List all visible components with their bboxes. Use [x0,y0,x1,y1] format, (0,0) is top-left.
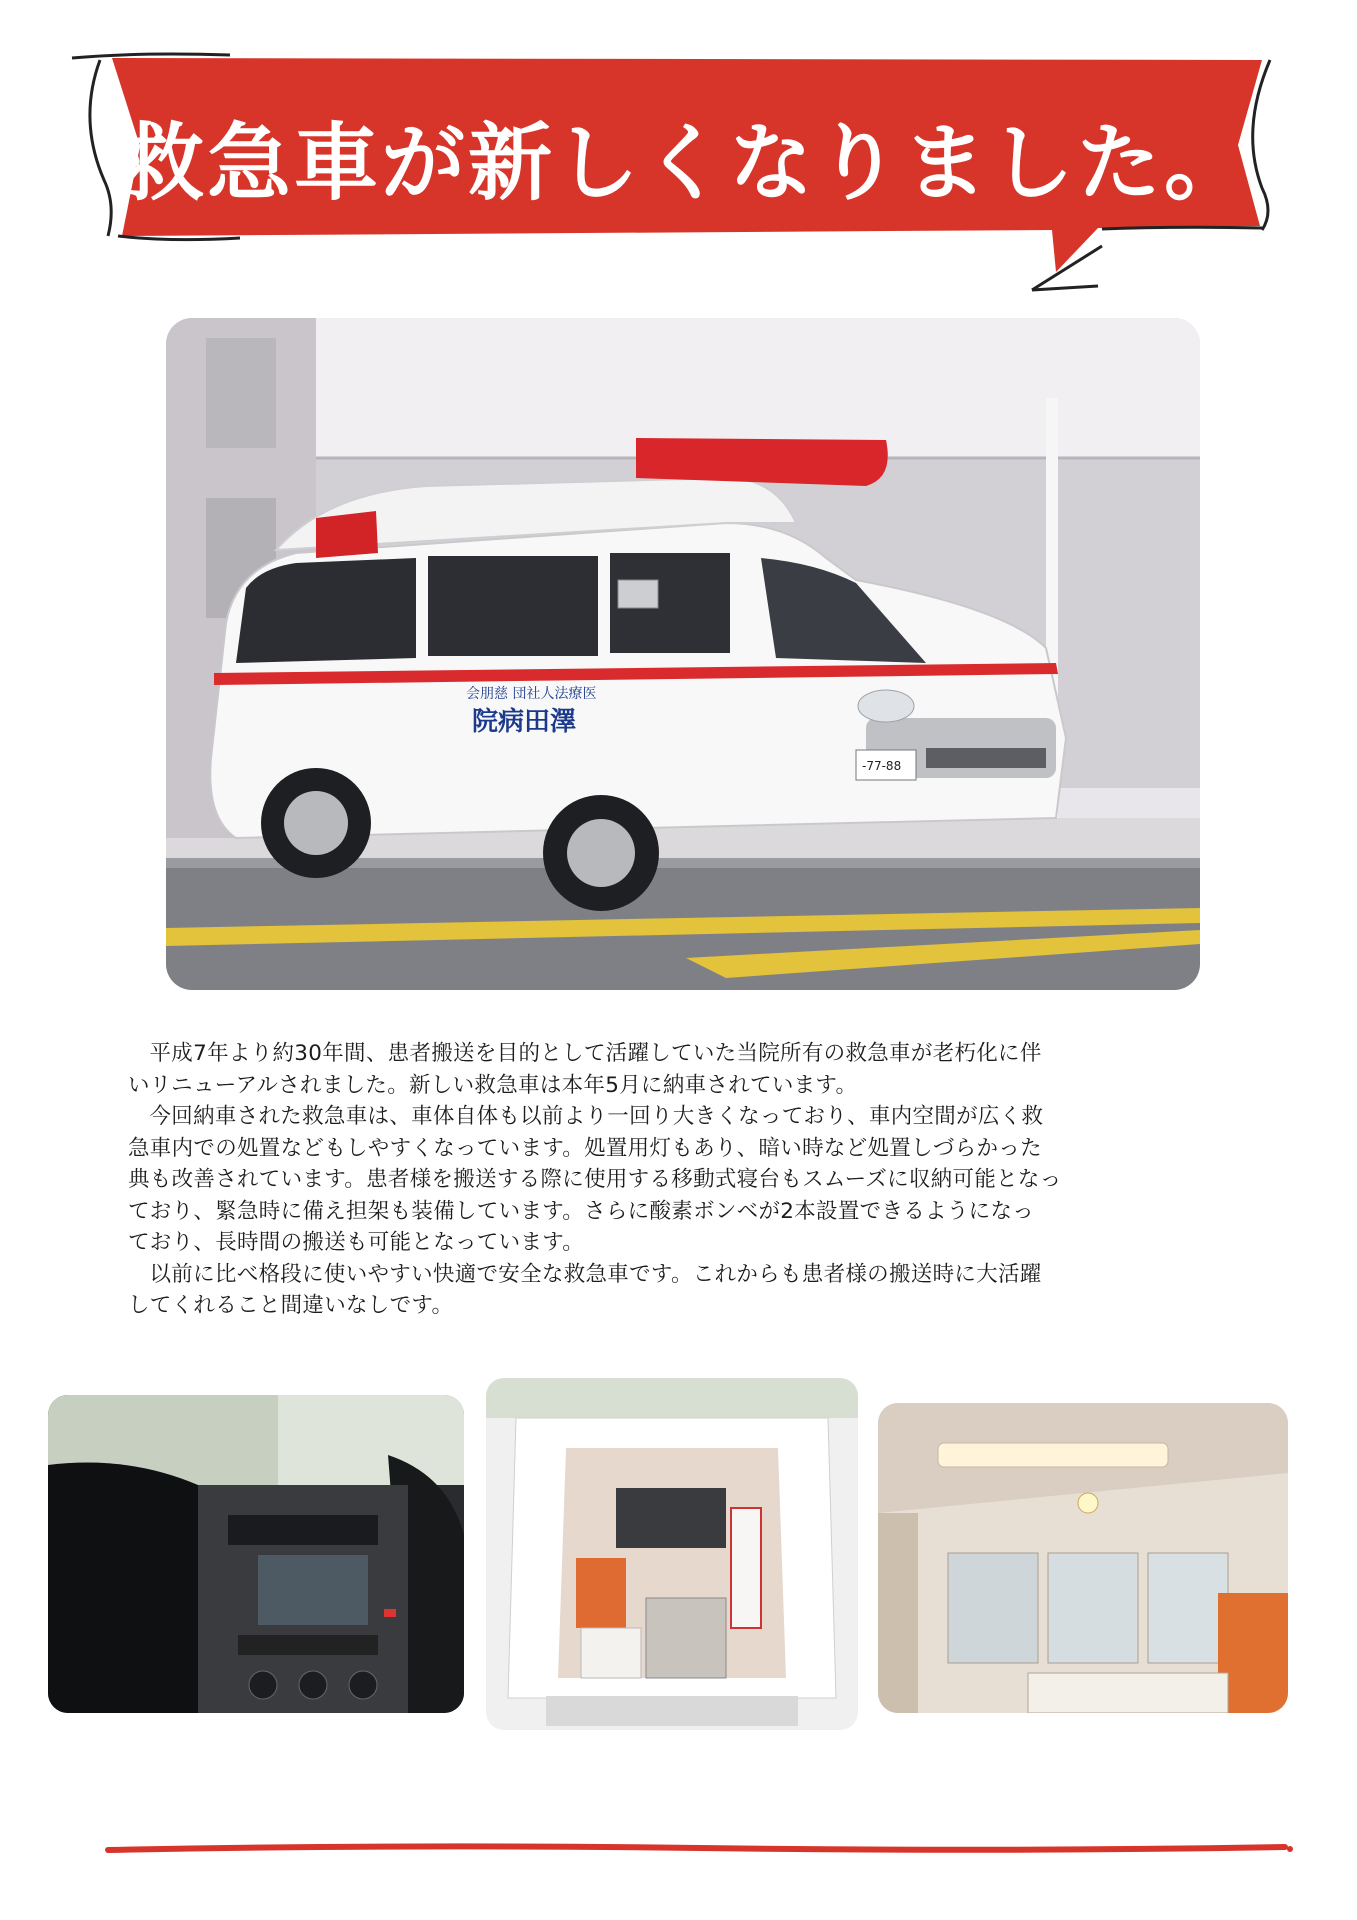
article-line: ており、長時間の搬送も可能となっています。 [128,1230,585,1255]
article-line: いリニューアルされました。新しい救急車は本年5月に納車されています。 [128,1072,858,1098]
article-line: 以前に比べ格段に使いやすい快適で安全な救急車です。これからも患者様の搬送時に大活躍 [149,1261,1042,1287]
article-line: 平成7年より約30年間、患者搬送を目的として活躍していた当院所有の救急車が老朽化に伴 [149,1041,1042,1066]
article-line: してくれること間違いなしです。 [128,1293,454,1318]
ambulance-photo [166,318,1200,990]
plate-text: -77-88 [862,759,902,773]
article-line: ており、緊急時に備え担架も装備しています。さらに酸素ボンベが2本設置できるようになっ [128,1198,1035,1224]
door-text-large: 院病田澤 [472,707,577,737]
article-body [128,1038,1228,1322]
door-text-small: 会朋慈 団社人法療医 [466,686,597,702]
article-line: 急車内での処置などもしやすくなっています。処置用灯もあり、暗い時など処置しづらかった [128,1135,1042,1161]
rear-interior-photo [486,1378,858,1730]
header-banner [0,0,1357,310]
article-line: 典も改善されています。患者様を搬送する際に使用する移動式寝台もスムーズに収納可能となっ [128,1167,1062,1192]
page-title: 救急車が新しくなりました。 [120,114,1252,212]
cabin-interior-photo [878,1403,1288,1713]
article-line: 今回納車された救急車は、車体自体も以前より一回り大きくなっており、車内空間が広く救 [149,1104,1044,1129]
red-brush-line-icon [0,1838,1357,1862]
dashboard-photo [48,1395,464,1713]
